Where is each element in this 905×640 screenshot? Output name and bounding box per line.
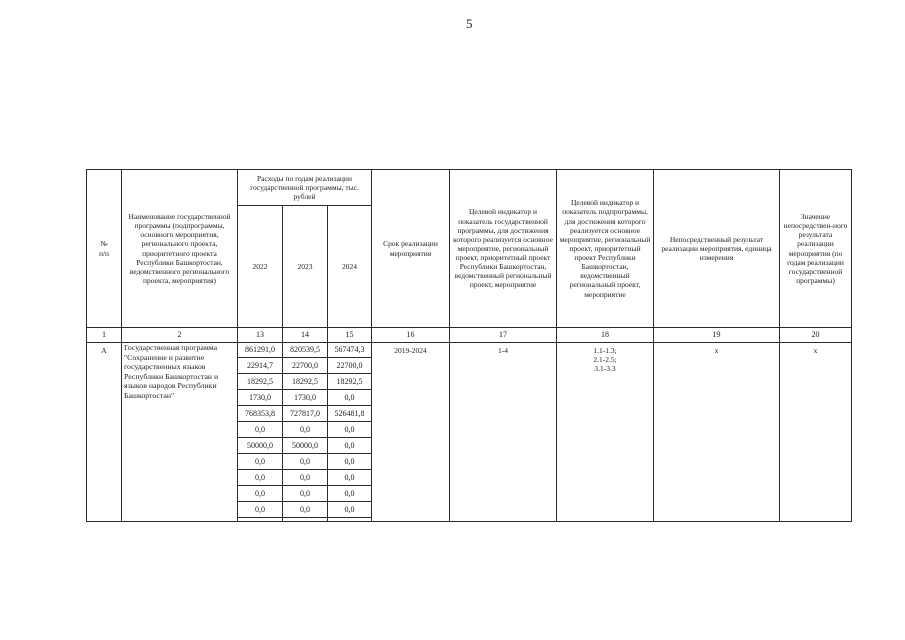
amount-cell: 18292,5: [328, 374, 372, 390]
column-number: 18: [557, 328, 654, 343]
amount-cell: 0,0: [238, 502, 283, 518]
amount-cell: 0,0: [283, 454, 328, 470]
amount-cell: 22700,0: [283, 358, 328, 374]
amount-cell: 0,0: [328, 438, 372, 454]
column-number: 16: [372, 328, 450, 343]
program-name: Государственная программа "Сохранение и развитие государственных языков Республики Башкортостан и языков народов Республики Башкортостан": [122, 343, 238, 522]
indicator-subprogram-cell: 1.1-1.3; 2.1-2.5; 3.1-3.3: [557, 343, 654, 522]
header-result-value: Значение непосредствен-ного результата реализации мероприятия (по годам реализации государственной программы): [780, 170, 852, 328]
header-year-2024: 2024: [328, 206, 372, 328]
header-year-2023: 2023: [283, 206, 328, 328]
amount-cell: 0,0: [328, 470, 372, 486]
amount-cell: [328, 518, 372, 522]
term-cell: 2019-2024: [372, 343, 450, 522]
amount-cell: 768353,8: [238, 406, 283, 422]
indicator-program-cell: 1-4: [450, 343, 557, 522]
amount-cell: 820539,5: [283, 343, 328, 358]
program-table: [86, 169, 852, 522]
amount-cell: 0,0: [238, 486, 283, 502]
amount-cell: [238, 518, 283, 522]
header-name: Наименование государственной программы (подпрограммы, основного мероприятия, регионального проекта, приоритетного проекта Республики Башкортостан, ведомственного регионального проекта, мероприятия): [122, 170, 238, 328]
amount-cell: 0,0: [238, 422, 283, 438]
amount-cell: 0,0: [283, 502, 328, 518]
amount-cell: 567474,3: [328, 343, 372, 358]
amount-cell: 1730,0: [283, 390, 328, 406]
page-number: 5: [466, 16, 473, 31]
column-number: 14: [283, 328, 328, 343]
amount-cell: 22914,7: [238, 358, 283, 374]
amount-cell: 1730,0: [238, 390, 283, 406]
header-indicator-program: Целевой индикатор и показатель государственной программы, для достижения которого реализуется основное мероприятие, региональный проект, приоритетный проект Республики Башкортостан, ведомственный региональный проект, мероприятие: [450, 170, 557, 328]
amount-cell: 0,0: [328, 454, 372, 470]
amount-cell: 0,0: [283, 470, 328, 486]
amount-cell: 727817,0: [283, 406, 328, 422]
header-expenses: Расходы по годам реализации государственной программы, тыс. рублей: [238, 170, 372, 206]
header-indicator-subprogram: Целевой индикатор и показатель подпрограммы, для достижения которого реализуется основное мероприятие, региональный проект, приоритетный проект Республики Башкортостан, ведомственный региональный проект, мероприятие: [557, 170, 654, 328]
amount-cell: 0,0: [283, 486, 328, 502]
column-number: 1: [87, 328, 122, 343]
column-number: 17: [450, 328, 557, 343]
header-num: № п/п: [87, 170, 122, 328]
column-number: 19: [654, 328, 780, 343]
amount-cell: 0,0: [328, 390, 372, 406]
amount-cell: 861291,0: [238, 343, 283, 358]
amount-cell: 0,0: [238, 454, 283, 470]
amount-cell: 0,0: [238, 470, 283, 486]
column-numbers-row: [87, 328, 852, 343]
amount-cell: 0,0: [328, 422, 372, 438]
table-row: [87, 343, 852, 358]
amount-cell: 0,0: [328, 486, 372, 502]
header-year-2022: 2022: [238, 206, 283, 328]
amount-cell: 50000,0: [238, 438, 283, 454]
column-number: 2: [122, 328, 238, 343]
header-direct-result: Непосредственный результат реализации мероприятия, единица измерения: [654, 170, 780, 328]
direct-result-cell: х: [654, 343, 780, 522]
amount-cell: [283, 518, 328, 522]
amount-cell: 18292,5: [238, 374, 283, 390]
amount-cell: 22700,0: [328, 358, 372, 374]
result-value-cell: х: [780, 343, 852, 522]
amount-cell: 0,0: [283, 422, 328, 438]
row-num: А: [87, 343, 122, 522]
column-number: 20: [780, 328, 852, 343]
amount-cell: 526481,8: [328, 406, 372, 422]
amount-cell: 50000,0: [283, 438, 328, 454]
amount-cell: 18292,5: [283, 374, 328, 390]
column-number: 15: [328, 328, 372, 343]
header-term: Срок реализации мероприятия: [372, 170, 450, 328]
amount-cell: 0,0: [328, 502, 372, 518]
column-number: 13: [238, 328, 283, 343]
